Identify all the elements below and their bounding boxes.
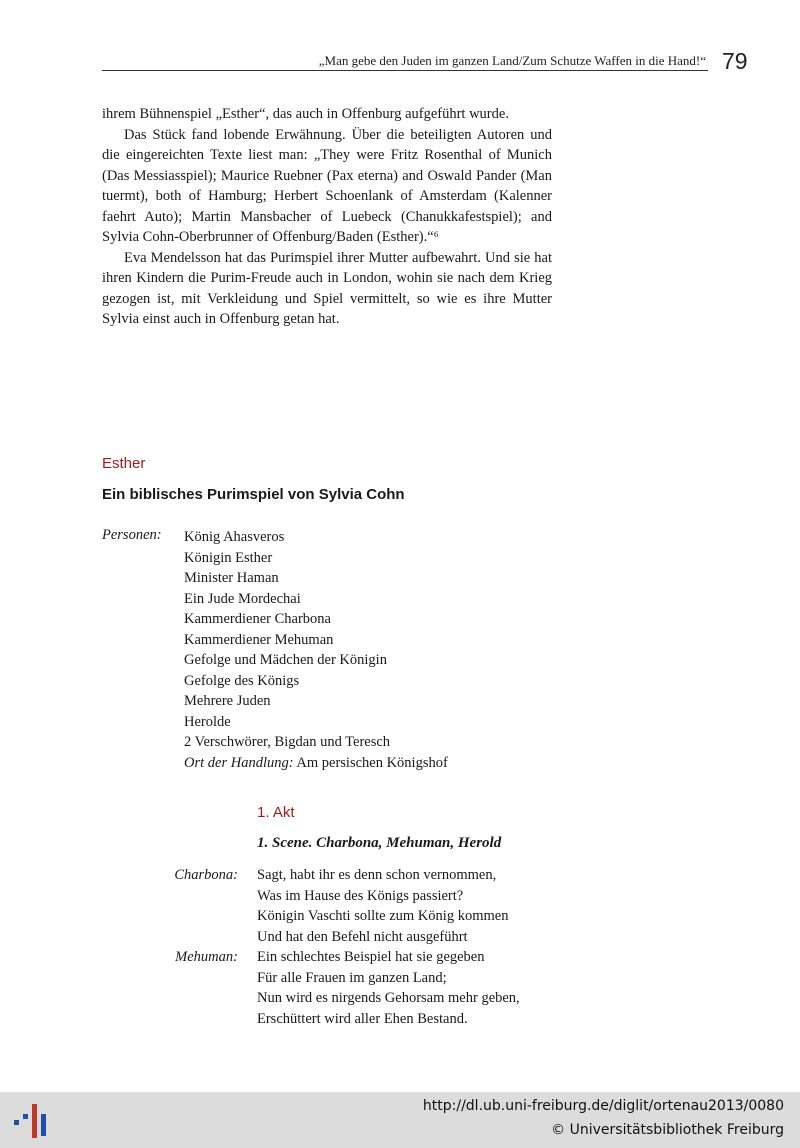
setting-label: Ort der Handlung:	[184, 754, 294, 771]
cast-member: Königin Esther	[184, 549, 273, 566]
verse-line: Für alle Frauen im ganzen Land;	[257, 969, 447, 986]
verse-line: Was im Hause des Königs passiert?	[257, 887, 464, 904]
page-number: 79	[722, 48, 748, 74]
cast-member: Herolde	[184, 713, 231, 730]
cast-member: 2 Verschwörer, Bigdan und Teresch	[184, 734, 391, 750]
play-title: Esther	[102, 455, 146, 472]
act-title: 1. Akt	[257, 804, 295, 821]
verse-line: Erschüttert wird aller Ehen Bestand.	[257, 1010, 468, 1027]
speaker-name: Mehuman:	[175, 949, 238, 965]
scene-title: 1. Scene. Charbona, Mehuman, Herold	[257, 835, 502, 851]
cast-member: Gefolge und Mädchen der Königin	[184, 652, 387, 668]
cast-member: Kammerdiener Charbona	[184, 611, 331, 627]
speech	[100, 947, 620, 1029]
setting-value: Am persischen Königshof	[293, 754, 448, 771]
cast-list	[184, 527, 448, 773]
setting-line	[184, 753, 448, 774]
body-text	[102, 104, 552, 330]
verse-line: Und hat den Befehl nicht ausgeführt	[257, 928, 468, 945]
verse-line: Sagt, habt ihr es denn schon vernommen,	[257, 867, 497, 883]
cast-member: Minister Haman	[184, 570, 279, 586]
speech-lines	[257, 865, 508, 947]
footer-bar	[0, 1092, 800, 1148]
cast-member: Kammerdiener Mehuman	[184, 631, 334, 648]
verse-line: Königin Vaschti sollte zum König kommen	[257, 908, 509, 924]
verse-line: Nun wird es nirgends Gehorsam mehr geben,	[257, 990, 520, 1006]
dialogue	[100, 865, 620, 1029]
speech	[100, 865, 620, 947]
cast-member: Mehrere Juden	[184, 693, 271, 709]
paragraph: Das Stück fand lobende Erwähnung. Über die beteiligten Autoren und die eingereichten Texte liest man: „They were Fritz Rosenthal of Munich (Das Messiasspiel); Maurice Ruebner (Pax eterna) and Oswald Pander (Man tuermt), both of Hamburg; Herbert Schoenlank of Amsterdam (Kalenner faehrt Auto); Martin Mansbacher of Luebeck (Chanukkafestspiel); and Sylvia Cohn-Oberbrunner of Offenburg/Baden (Esther).“⁶	[102, 126, 552, 245]
cast-member: Ein Jude Mordechai	[184, 590, 301, 607]
running-title: „Man gebe den Juden im ganzen Land/Zum Schutze Waffen in die Hand!“	[318, 53, 706, 68]
cast-member: Gefolge des Königs	[184, 672, 300, 689]
header-rule	[102, 70, 708, 71]
verse-line: Ein schlechtes Beispiel hat sie gegeben	[257, 949, 485, 965]
paragraph: ihrem Bühnenspiel „Esther“, das auch in Offenburg aufgeführt wurde.	[102, 106, 509, 122]
source-url[interactable]: http://dl.ub.uni-freiburg.de/diglit/ortenau2013/0080	[422, 1098, 784, 1114]
speaker-name: Charbona:	[174, 867, 238, 883]
paragraph: Eva Mendelsson hat das Purimspiel ihrer Mutter aufbewahrt. Und sie hat ihren Kindern die Purim-Freude auch in London, wohin sie nach dem Krieg gezogen ist, mit Verkleidung und Spiel vermittelt, so wie es ihre Mutter Sylvia einst auch in Offenburg getan hat.	[102, 249, 552, 327]
cast-label: Personen:	[102, 527, 162, 543]
copyright-notice: © Universitätsbibliothek Freiburg	[551, 1122, 784, 1138]
library-logo-icon	[12, 1100, 52, 1140]
speech-lines	[257, 947, 520, 1029]
cast-member: König Ahasveros	[184, 529, 285, 545]
play-subtitle: Ein biblisches Purimspiel von Sylvia Cohn	[102, 486, 405, 503]
